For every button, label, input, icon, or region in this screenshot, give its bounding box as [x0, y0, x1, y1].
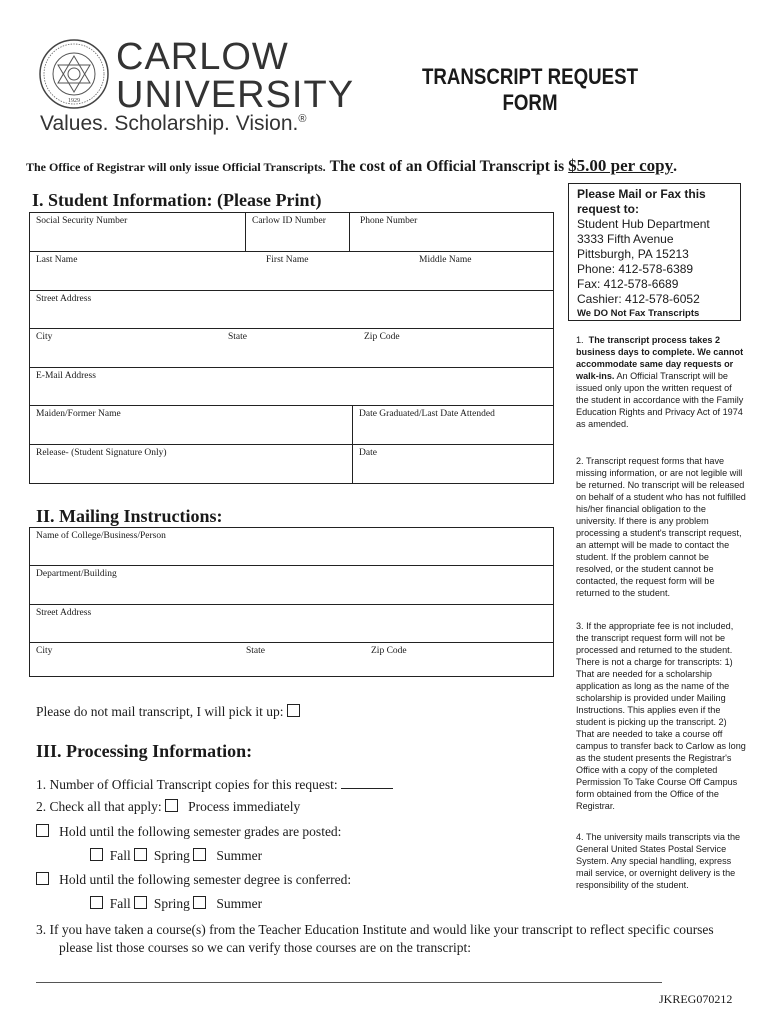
grades-summer-label: Summer	[216, 848, 263, 863]
university-name-line2: UNIVERSITY	[116, 74, 355, 116]
city-label: City	[36, 332, 53, 342]
section3-heading: III. Processing Information:	[36, 741, 253, 761]
notice-cost: The cost of an Official Transcript is	[329, 158, 565, 175]
copies-input[interactable]	[341, 787, 393, 789]
middle-name-label: Middle Name	[419, 255, 472, 265]
no-fax-notice: We DO Not Fax Transcripts	[577, 308, 700, 319]
release-signature-label: Release- (Student Signature Only)	[36, 448, 167, 458]
date-graduated-field[interactable]	[352, 406, 553, 444]
mail-fax-heading: Please Mail or Fax this request to:	[577, 187, 706, 216]
ssn-field[interactable]	[30, 213, 245, 251]
university-seal-logo	[38, 38, 110, 110]
process-immediately-checkbox[interactable]	[165, 799, 178, 812]
carlow-id-field[interactable]	[245, 213, 350, 251]
zip-label: Zip Code	[364, 332, 400, 342]
note-2: 2. Transcript request forms that have missing information, or are not legible will be returned. No transcript will be released on behalf of a student who has not fulfilled his/her financial obligation to the university. If there is any problem processing a student's transcript request, an attempt will be made to contact the student. If the problem cannot be resolved, or the student cannot be contacted, the request form will be returned to the student.	[576, 456, 746, 598]
row-name[interactable]	[30, 252, 553, 291]
registered-mark: ®	[298, 113, 307, 125]
hold-degree-row	[36, 872, 351, 888]
copies-row	[36, 777, 393, 793]
mail-name-field[interactable]	[30, 528, 553, 566]
form-title	[420, 64, 641, 116]
phone-label: Phone Number	[360, 216, 418, 226]
form-code: JKREG070212	[659, 992, 733, 1006]
ssn-label: Social Security Number	[36, 216, 128, 226]
degree-spring-label: Spring	[153, 896, 190, 911]
grades-summer-checkbox[interactable]	[193, 848, 206, 861]
last-name-label: Last Name	[36, 255, 78, 265]
grades-spring-label: Spring	[153, 848, 190, 863]
signature-date-field[interactable]	[352, 445, 553, 483]
row-maiden-date	[30, 406, 553, 445]
grades-fall-checkbox[interactable]	[90, 848, 103, 861]
note-3: 3. If the appropriate fee is not included, the transcript request form will not be processed and returned to the student. There is not a charge for transcripts: 1) That are needed for a scholarship application as long as the name of the scholarship is provided under Mailing Instructions. This applies even if the student is picking up the transcript. 2) That are needed to take a course off campus to transfer back to Carlow as long as the student presents the Registrar's Office with a copy of the completed Permission To Take Course Off Campus form obtained from the Office of the Registrar.	[576, 621, 746, 811]
university-name-line1: CARLOW	[116, 36, 289, 78]
mail-address-line: 3333 Fifth Avenue	[577, 232, 674, 246]
row-ids	[30, 213, 553, 252]
form-title-line1: TRANSCRIPT REQUEST	[421, 64, 639, 89]
hold-degree-checkbox[interactable]	[36, 872, 49, 885]
mail-fax-box	[568, 183, 741, 321]
mail-zip-label: Zip Code	[371, 646, 407, 656]
street-address-label: Street Address	[36, 294, 92, 304]
hold-degree-label: Hold until the following semester degree is conferred:	[59, 872, 352, 887]
pickup-row	[36, 704, 300, 720]
check-all-label: 2. Check all that apply:	[36, 799, 162, 814]
carlow-id-label: Carlow ID Number	[252, 216, 326, 226]
mail-dept-field[interactable]	[30, 566, 553, 605]
university-name	[116, 38, 354, 114]
note-1-text: An Official Transcript will be issued only upon the written request of the student in accordance with the Family Education Rights and Privacy Act of 1974 as amended.	[576, 371, 744, 429]
date-graduated-label: Date Graduated/Last Date Attended	[359, 409, 495, 419]
first-name-label: First Name	[266, 255, 309, 265]
mail-street-label: Street Address	[36, 608, 92, 618]
maiden-name-field[interactable]	[30, 406, 352, 444]
mail-state-label: State	[246, 646, 265, 656]
courses-input-line[interactable]	[36, 982, 662, 983]
mail-address-line: Pittsburgh, PA 15213	[577, 247, 689, 261]
cost-notice	[26, 156, 677, 176]
mail-dept-label: Department/Building	[36, 569, 117, 579]
note-1	[576, 334, 746, 430]
notice-price: $5.00 per copy	[568, 156, 674, 175]
tei-question-line1: 3. If you have taken a course(s) from the Teacher Education Institute and would like your transcript to reflect specific courses	[36, 922, 714, 937]
phone-field[interactable]	[354, 213, 553, 251]
row-city-state-zip[interactable]	[30, 329, 553, 368]
email-field[interactable]	[30, 368, 553, 406]
degree-fall-label: Fall	[109, 896, 131, 911]
check-all-row	[36, 799, 300, 815]
row-release-date	[30, 445, 553, 483]
mail-address-line: Student Hub Department	[577, 217, 710, 231]
mail-name-label: Name of College/Business/Person	[36, 531, 166, 541]
hold-grades-checkbox[interactable]	[36, 824, 49, 837]
email-label: E-Mail Address	[36, 371, 96, 381]
mail-phone-line: Phone: 412-578-6389	[577, 262, 694, 276]
mailing-grid	[29, 527, 554, 677]
grades-semester-row	[90, 848, 262, 864]
degree-summer-label: Summer	[216, 896, 263, 911]
seal-year: 1929	[68, 98, 80, 104]
hold-grades-label: Hold until the following semester grades are posted:	[59, 824, 342, 839]
grades-fall-label: Fall	[109, 848, 131, 863]
signature-date-label: Date	[359, 448, 377, 458]
university-tagline	[40, 112, 306, 136]
grades-spring-checkbox[interactable]	[134, 848, 147, 861]
form-title-line2: FORM	[502, 90, 558, 115]
mail-cashier-line: Cashier: 412-578-6052	[577, 292, 700, 306]
mail-city-label: City	[36, 646, 53, 656]
note-4: 4. The university mails transcripts via the General United States Postal Service System. Any special handling, express mail service, or overnight delivery is the responsibility of the student.	[576, 832, 741, 890]
mail-city-row[interactable]	[30, 643, 553, 676]
process-immediately-label: Process immediately	[188, 799, 301, 814]
note-1-number: 1.	[576, 335, 584, 345]
degree-summer-checkbox[interactable]	[193, 896, 206, 909]
street-address-field[interactable]	[30, 291, 553, 329]
section2-heading: II. Mailing Instructions:	[36, 506, 223, 526]
tei-question-line2: please list those courses so we can verify those courses are on the transcript:	[59, 940, 471, 955]
notice-registrar: The Office of Registrar will only issue Official Transcripts.	[26, 160, 326, 174]
notice-period: .	[673, 158, 678, 175]
note-1-bold: The transcript process takes 2 business days to complete. We cannot accommodate same day requests or walk-ins.	[576, 335, 744, 381]
tagline-text: Values. Scholarship. Vision.	[40, 112, 299, 135]
mail-fax-line: Fax: 412-578-6689	[577, 277, 679, 291]
student-info-grid	[29, 212, 554, 484]
section1-heading: I. Student Information: (Please Print)	[32, 190, 322, 210]
pickup-checkbox[interactable]	[287, 704, 300, 717]
state-label: State	[228, 332, 247, 342]
pickup-label: Please do not mail transcript, I will pick it up:	[36, 704, 284, 719]
maiden-name-label: Maiden/Former Name	[36, 409, 121, 419]
hold-grades-row	[36, 824, 341, 840]
copies-label: 1. Number of Official Transcript copies for this request:	[36, 777, 338, 792]
degree-fall-checkbox[interactable]	[90, 896, 103, 909]
mail-street-field[interactable]	[30, 605, 553, 643]
release-signature-field[interactable]	[30, 445, 352, 483]
degree-semester-row	[90, 896, 262, 912]
degree-spring-checkbox[interactable]	[134, 896, 147, 909]
